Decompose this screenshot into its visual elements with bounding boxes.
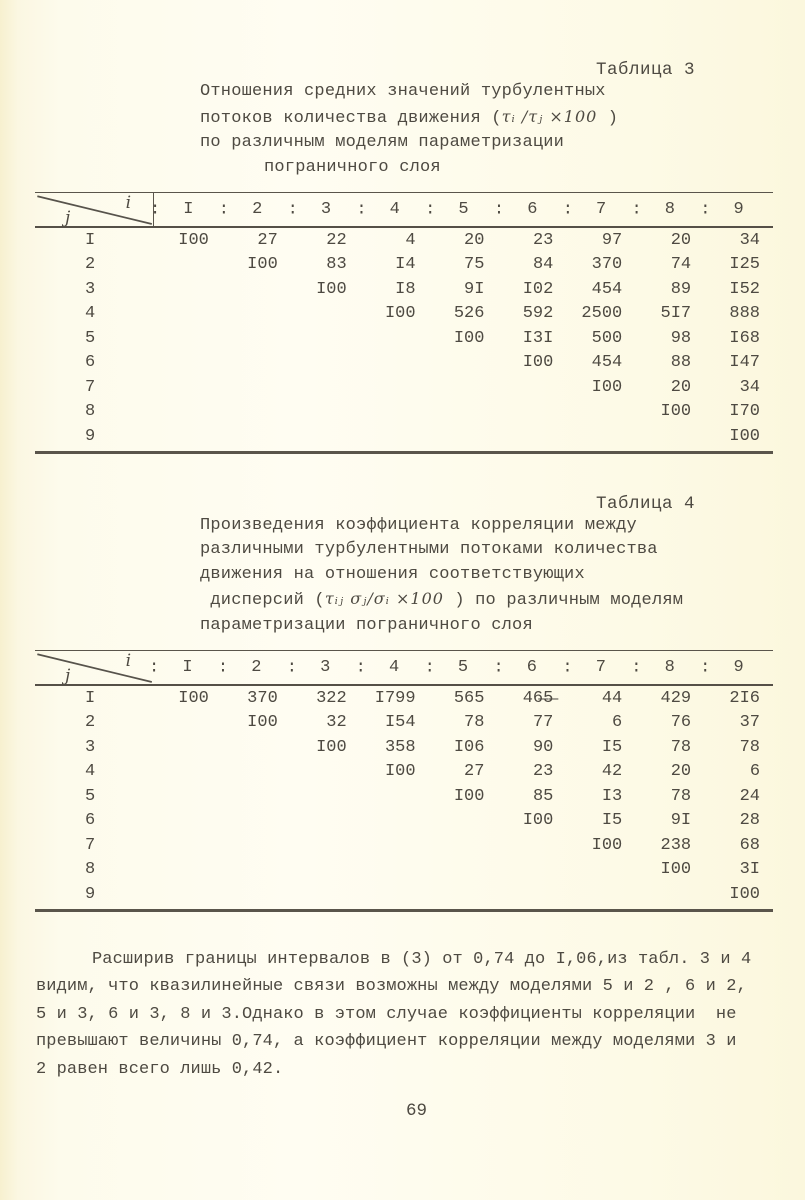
table-cell: I00	[660, 860, 692, 880]
table-row	[35, 253, 773, 278]
row-label: 5	[85, 786, 96, 806]
table3-caption	[200, 80, 805, 180]
column-header-value: 4	[389, 200, 400, 219]
column-header-value: 3	[320, 658, 331, 677]
column-separator: :	[700, 658, 711, 677]
column-header	[424, 651, 498, 684]
row-label: 6	[85, 353, 96, 373]
table-cell: 20	[670, 377, 692, 397]
formula-tau-sigma-ratio: τᵢⱼ σⱼ/σᵢ ×100	[324, 589, 444, 608]
table-cell: 429	[660, 688, 692, 708]
table-cell: 592	[522, 304, 554, 324]
table-row	[35, 400, 773, 425]
table-cell: 5I7	[660, 304, 692, 324]
column-header	[356, 193, 429, 226]
column-separator: :	[287, 200, 298, 219]
row-label: 9	[85, 426, 96, 446]
caption-text: ) по различным моделям	[443, 591, 684, 610]
column-header	[493, 651, 566, 684]
table-cell: 89	[670, 279, 692, 299]
column-header-value: 6	[526, 658, 537, 677]
table-cell: 20	[670, 762, 692, 782]
paragraph-line: 2 равен всего лишь 0,42.	[36, 1059, 284, 1079]
table-cell: 9I	[670, 811, 692, 831]
table3-caption-line1: Отношения средних значений турбулентных	[200, 82, 606, 101]
table-cell: 454	[591, 279, 623, 299]
table-row	[35, 277, 773, 302]
table-cell: 20	[670, 230, 692, 250]
table-cell: 454	[591, 353, 623, 373]
table-cell: I5	[601, 811, 623, 831]
table-cell: I00	[729, 884, 761, 904]
table-cell: 565	[453, 688, 485, 708]
table-cell: I47	[729, 353, 761, 373]
row-label: 2	[85, 255, 96, 275]
table-cell: 370	[247, 688, 278, 708]
table-cell: 37	[739, 713, 761, 733]
header-j-label: j	[65, 208, 71, 228]
table-cell: 32	[326, 713, 347, 733]
table4-label: Таблица 4	[595, 493, 695, 514]
table-cell: 34	[739, 377, 761, 397]
table-cell: I00	[522, 353, 554, 373]
column-separator: :	[217, 658, 229, 677]
table-cell: I00	[522, 811, 554, 831]
column-header	[217, 651, 291, 684]
table-cell: 526	[453, 304, 485, 324]
table-cell: I00	[247, 713, 278, 733]
column-header-value: 8	[664, 658, 675, 677]
table-cell: I68	[729, 328, 761, 348]
row-label: 3	[85, 737, 96, 757]
table3-caption-line4: пограничного слоя	[264, 157, 441, 177]
table-cell: I00	[453, 786, 485, 806]
table-cell: 6	[749, 762, 761, 782]
table-cell: 4	[405, 230, 416, 250]
table-cell: I02	[522, 279, 554, 299]
column-separator: :	[493, 658, 504, 677]
table-row	[35, 858, 773, 883]
column-separator: :	[631, 658, 642, 677]
column-separator: :	[150, 200, 161, 219]
column-header-value: 2	[251, 658, 262, 677]
table-row	[35, 326, 773, 351]
row-label: 9	[85, 884, 96, 904]
table-cell: I25	[729, 255, 761, 275]
column-header	[700, 651, 773, 684]
table-row	[35, 833, 773, 858]
table-cell: 46̶5̶	[522, 688, 554, 708]
column-separator: :	[631, 200, 642, 219]
table-cell: I00	[591, 835, 623, 855]
table-row	[35, 809, 773, 834]
table-cell: 78	[670, 786, 692, 806]
table-cell: I5	[601, 737, 623, 757]
table-cell: 23	[532, 230, 554, 250]
column-header	[425, 193, 498, 226]
row-label: 7	[85, 377, 96, 397]
table-cell: 84	[532, 255, 554, 275]
column-separator: :	[218, 200, 229, 219]
table-cell: 88	[670, 353, 692, 373]
table-cell: 27	[464, 762, 485, 782]
table-cell: 42	[601, 762, 623, 782]
table-cell: I00	[316, 279, 347, 299]
column-separator: :	[286, 658, 297, 677]
caption-text: дисперсий (	[200, 591, 325, 610]
table-cell: I00	[384, 304, 416, 324]
table-cell: 44	[601, 688, 623, 708]
table-cell: I00	[384, 762, 416, 782]
table-cell: 2500	[581, 304, 623, 324]
diagonal-header-cell	[35, 193, 154, 226]
column-header	[631, 193, 704, 226]
column-header-value: 9	[733, 200, 744, 219]
column-header-value: 2	[252, 200, 263, 219]
column-separator: :	[425, 200, 436, 219]
table-header-row	[35, 192, 773, 228]
table-cell: 75	[464, 255, 485, 275]
table-header-row	[35, 650, 773, 686]
body-paragraph	[36, 946, 777, 1084]
table-cell: 322	[316, 688, 347, 708]
table3-caption-line2	[200, 105, 805, 132]
table-cell: I00	[660, 402, 692, 422]
table-cell: 238	[660, 835, 692, 855]
column-header-value: 7	[595, 658, 606, 677]
table-cell: I00	[178, 688, 209, 708]
table-cell: 6	[612, 713, 623, 733]
column-separator: :	[149, 658, 160, 677]
table-row	[35, 228, 773, 253]
table-row	[35, 375, 773, 400]
row-label: 5	[85, 328, 96, 348]
table-cell: 77	[532, 713, 554, 733]
table-row	[35, 784, 773, 809]
table-cell: 76	[670, 713, 692, 733]
column-header	[493, 193, 567, 226]
table-cell: 78	[670, 737, 692, 757]
row-label: 4	[85, 304, 96, 324]
table-cell: 85	[532, 786, 554, 806]
column-header	[150, 193, 223, 226]
column-header-value: 9	[733, 658, 744, 677]
column-separator: :	[355, 658, 366, 677]
column-header	[562, 651, 635, 684]
row-label: 3	[85, 279, 96, 299]
table-cell: 888	[729, 304, 761, 324]
table-cell: 34	[739, 230, 761, 250]
table-cell: 20	[464, 230, 485, 250]
table-row	[35, 424, 773, 449]
table-cell: 23	[532, 762, 554, 782]
table-cell: I00	[247, 255, 278, 275]
column-header-value: 3	[320, 200, 332, 219]
table-cell: 3I	[739, 860, 761, 880]
table-cell: I00	[316, 737, 347, 757]
row-label: I	[85, 230, 96, 250]
header-i-label: i	[125, 651, 131, 671]
column-header-value: I	[182, 658, 193, 677]
diagonal-line	[35, 651, 153, 684]
column-separator: :	[562, 200, 573, 219]
column-header	[562, 193, 636, 226]
column-separator: :	[562, 658, 573, 677]
table-cell: I00	[591, 377, 623, 397]
row-label: 7	[85, 835, 96, 855]
table-cell: 68	[739, 835, 761, 855]
table-cell: 2I6	[729, 688, 761, 708]
paragraph-line: превышают величины 0,74, а коэффициент корреляции между моделями 3 и	[36, 1032, 737, 1051]
table-cell: I3	[601, 786, 623, 806]
header-i-label: i	[125, 193, 131, 213]
column-header-value: 4	[389, 658, 400, 677]
table-cell: I52	[729, 279, 761, 299]
diagonal-header-cell	[35, 651, 153, 684]
table-cell: 370	[591, 255, 623, 275]
table-cell: 78	[464, 713, 485, 733]
column-header-value: 8	[664, 200, 675, 219]
table-row	[35, 882, 773, 907]
table-cell: I00	[178, 230, 209, 250]
table4-caption-line5: параметризации пограничного слоя	[200, 615, 533, 635]
table-cell: 98	[670, 328, 692, 348]
table3-label: Таблица 3	[595, 60, 695, 80]
table-row	[35, 686, 773, 711]
table-cell: I799	[374, 688, 416, 708]
table4-caption-line1: Произведения коэффициента корреляции между	[200, 515, 637, 535]
table-cell: 24	[739, 786, 761, 806]
table-cell: 9I	[464, 279, 485, 299]
diagonal-line	[35, 193, 153, 226]
table-cell: I3I	[522, 328, 554, 348]
row-label: 6	[85, 811, 96, 831]
column-header	[287, 193, 361, 226]
table-cell: 358	[384, 737, 416, 757]
table3	[35, 192, 773, 454]
table-cell: 28	[739, 811, 761, 831]
table-cell: 83	[326, 255, 347, 275]
row-label: 8	[85, 860, 96, 880]
table-cell: I00	[453, 328, 485, 348]
table-cell: 27	[257, 230, 278, 250]
paragraph-line: Расширив границы интервалов в (3) от 0,74 до I,06,из табл. 3 и 4	[92, 949, 752, 969]
column-separator: :	[424, 658, 435, 677]
table-row	[35, 302, 773, 327]
formula-tau-ratio: τᵢ /τⱼ ×100	[501, 106, 598, 126]
column-separator: :	[493, 200, 505, 219]
column-header	[286, 651, 360, 684]
table-row	[35, 760, 773, 785]
column-header-value: I	[183, 200, 194, 219]
table-cell: 500	[591, 328, 623, 348]
column-header	[218, 193, 292, 226]
row-label: 4	[85, 762, 96, 782]
column-header-value: 7	[595, 200, 607, 219]
column-header	[149, 651, 222, 684]
row-label: 8	[85, 402, 96, 422]
row-label: 2	[85, 713, 96, 733]
table3-caption-line3: по различным моделям параметризации	[200, 133, 565, 152]
table-cell: 78	[739, 737, 761, 757]
paragraph-line: 5 и 3, 6 и 3, 8 и 3.Однако в этом случае коэффициенты корреляции не	[36, 1004, 737, 1024]
table-cell: 90	[532, 737, 554, 757]
table-cell: I06	[453, 737, 485, 757]
column-header	[631, 651, 704, 684]
table-cell: I4	[395, 255, 416, 275]
table-row	[35, 711, 773, 736]
table-cell: 22	[326, 230, 347, 250]
table-cell: I8	[395, 279, 416, 299]
table4	[35, 650, 773, 912]
table4-caption	[200, 514, 805, 639]
table-row	[35, 351, 773, 376]
caption-text: потоков количества движения (	[200, 108, 502, 128]
table-cell: I00	[729, 426, 761, 446]
table-cell: 74	[670, 255, 692, 275]
table-cell: 97	[601, 230, 623, 250]
column-header	[355, 651, 429, 684]
column-header-value: 6	[527, 200, 538, 219]
table-row	[35, 735, 773, 760]
table-cell: I54	[384, 713, 416, 733]
row-label: I	[85, 688, 96, 708]
page-number: 69	[405, 1101, 427, 1121]
column-header	[700, 193, 773, 226]
table4-caption-line3: движения на отношения соответствующих	[200, 564, 585, 584]
column-separator: :	[700, 200, 711, 219]
column-header-value: 5	[458, 200, 469, 219]
caption-text: )	[597, 108, 619, 128]
header-j-label: j	[65, 666, 71, 686]
table-cell: I70	[729, 402, 761, 422]
paragraph-line: видим, что квазилинейные связи возможны между моделями 5 и 2 , 6 и 2,	[36, 977, 747, 996]
table4-caption-line2: различными турбулентными потоками количества	[200, 540, 658, 559]
column-separator: :	[356, 200, 367, 219]
column-header-value: 5	[457, 658, 469, 677]
table4-caption-line4	[200, 587, 805, 614]
